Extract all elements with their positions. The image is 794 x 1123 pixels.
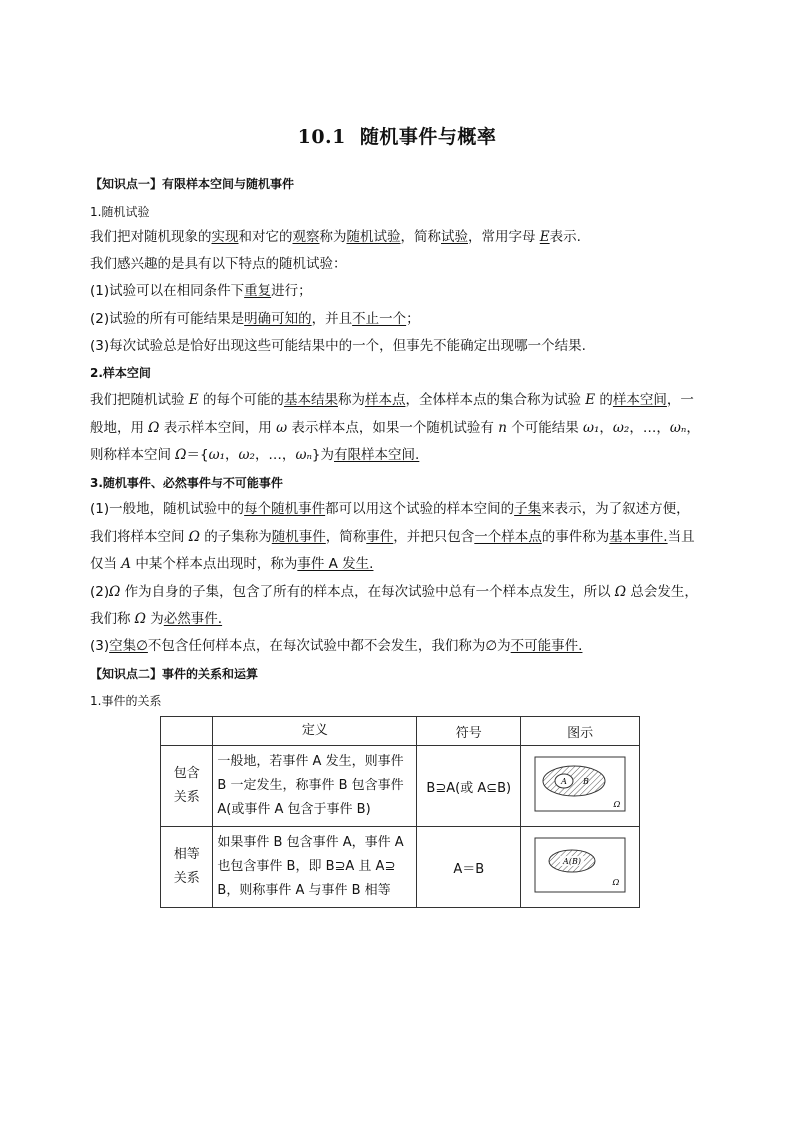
venn-equality-diagram <box>534 837 626 893</box>
para-sample-space-1: 我们把随机试验 E 的每个可能的基本结果称为样本点，全体样本点的集合称为试验 E 的样本空间，一 <box>90 392 694 408</box>
para-events-2: 我们将样本空间 Ω 的子集称为随机事件，简称事件，并把只包含一个样本点的事件称为基本事件.当且 <box>90 529 695 545</box>
para-certain-event-1: (2)Ω 作为自身的子集，包含了所有的样本点，在每次试验中总有一个样本点发生，所以 Ω 总会发生， <box>90 584 698 600</box>
para-events-3: 仅当 A 中某个样本点出现时，称为事件 A 发生. <box>90 556 374 572</box>
para-events-1: (1)一般地，随机试验中的每个随机事件都可以用这个试验的样本空间的子集来表示，为了叙述方便， <box>90 501 690 517</box>
relation-definition-equality: 如果事件 B 包含事件 A，事件 A 也包含事件 B，即 B⊇A 且 A⊇ B，则称事件 A 与事件 B 相等 <box>213 827 417 908</box>
relation-figure-equality <box>521 827 640 908</box>
para-sample-space-2: 般地，用 Ω 表示样本空间，用 ω 表示样本点，如果一个随机试验有 n 个可能结果 ω₁，ω₂，…，ωₙ， <box>90 420 700 436</box>
event-relations-table <box>160 716 640 908</box>
table-row <box>161 746 640 827</box>
subheading-sample-space: 2.样本空间 <box>90 366 151 380</box>
relation-name-equality: 相等 关系 <box>161 827 213 908</box>
subheading-event-relations: 1.事件的关系 <box>90 694 162 708</box>
feature-item-1: (1)试验可以在相同条件下重复进行； <box>90 283 312 299</box>
feature-item-3: (3)每次试验总是恰好出现这些可能结果中的一个，但事先不能确定出现哪一个结果. <box>90 338 586 354</box>
relation-symbol-equality: A＝B <box>417 827 521 908</box>
event-b-ellipse <box>543 766 605 796</box>
para-certain-event-2: 我们称 Ω 为必然事件. <box>90 611 223 627</box>
para-impossible-event: (3)空集∅不包含任何样本点，在每次试验中都不会发生，我们称为∅为不可能事件. <box>90 638 583 654</box>
label-omega: Ω <box>613 800 621 809</box>
para-random-experiment: 我们把对随机现象的实现和对它的观察称为随机试验，简称试验，常用字母 E表示. <box>90 229 581 245</box>
label-ab: A(B) <box>563 857 582 866</box>
para-features: 我们感兴趣的是具有以下特点的随机试验： <box>90 256 347 272</box>
title-number: 10.1 <box>297 126 346 148</box>
table-header-symbol: 符号 <box>417 717 521 746</box>
feature-item-2: (2)试验的所有可能结果是明确可知的，并且不止一个； <box>90 311 420 327</box>
section-heading-2: 【知识点二】事件的关系和运算 <box>90 667 259 681</box>
table-header-cell <box>161 717 213 746</box>
relation-definition-inclusion: 一般地，若事件 A 发生，则事件 B 一定发生，称事件 B 包含事件 A(或事件 A 包含于事件 B) <box>213 746 417 827</box>
table-row <box>161 827 640 908</box>
title-text: 随机事件与概率 <box>359 126 497 148</box>
relation-name-inclusion: 包含 关系 <box>161 746 213 827</box>
section-heading-1: 【知识点一】有限样本空间与随机事件 <box>90 177 295 191</box>
subheading-events: 3.随机事件、必然事件与不可能事件 <box>90 476 283 490</box>
venn-inclusion-diagram <box>534 756 626 812</box>
relation-symbol-inclusion: B⊇A(或 A⊆B) <box>417 746 521 827</box>
page-title <box>0 122 794 149</box>
label-a: A <box>561 777 568 786</box>
label-omega: Ω <box>612 878 620 887</box>
table-header-figure: 图示 <box>521 717 640 746</box>
para-sample-space-3: 则称样本空间 Ω＝{ω₁，ω₂，…，ωₙ}为有限样本空间. <box>90 447 420 463</box>
table-header-definition: 定义 <box>213 717 417 746</box>
table-header-row <box>161 717 640 746</box>
subheading-random-experiment: 1.随机试验 <box>90 205 150 219</box>
relation-figure-inclusion <box>521 746 640 827</box>
label-b: B <box>583 777 590 786</box>
